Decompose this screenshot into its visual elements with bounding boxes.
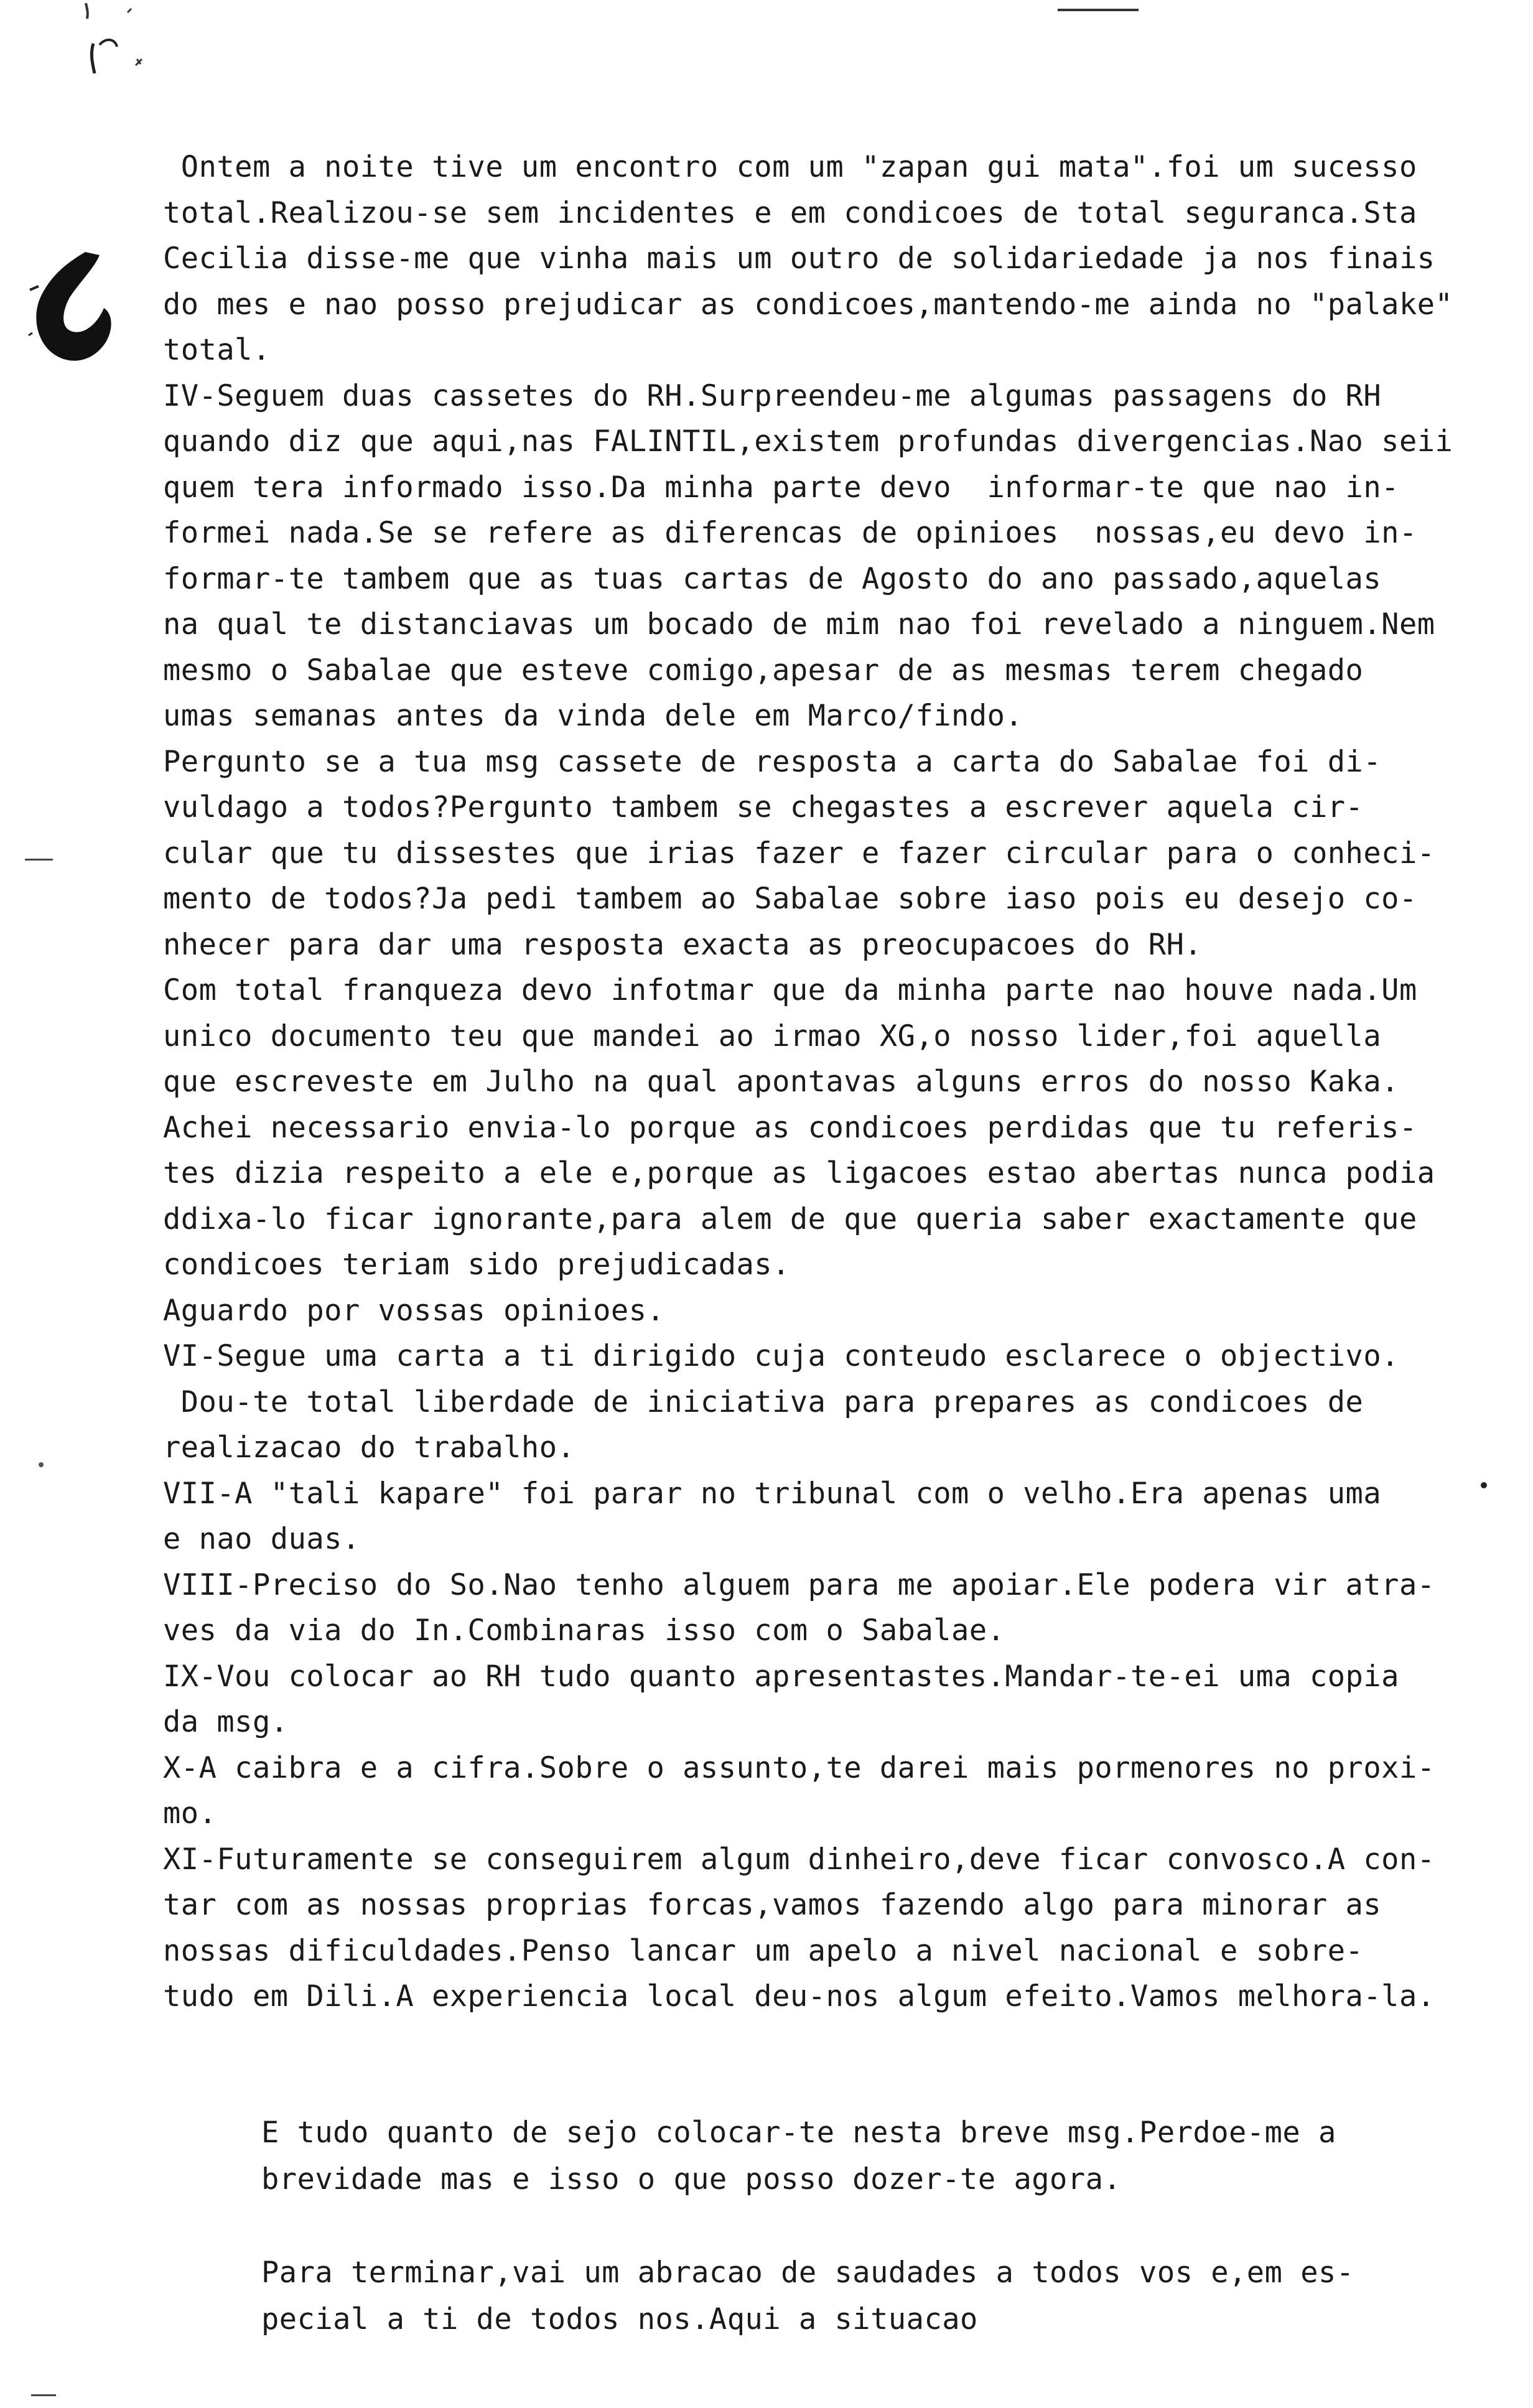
letter-line: ddixa-lo ficar ignorante,para alem de que queria saber exactamente que	[163, 1202, 1417, 1236]
closing-line: pecial a ti de todos nos.Aqui a situacao	[261, 2302, 978, 2336]
letter-line: VIII-Preciso do So.Nao tenho alguem para me apoiar.Ele podera vir atra-	[163, 1567, 1435, 1602]
letter-line: Com total franqueza devo infotmar que da minha parte nao houve nada.Um	[163, 973, 1417, 1007]
closing-line: E tudo quanto de sejo colocar-te nesta breve msg.Perdoe-me a	[261, 2116, 1336, 2150]
corner-scribble-mark	[44, 0, 156, 87]
letter-line: nhecer para dar uma resposta exacta as preocupacoes do RH.	[163, 927, 1203, 962]
margin-mark	[31, 2394, 56, 2396]
letter-line: Dou-te total liberdade de iniciativa para prepares as condicoes de	[163, 1384, 1364, 1419]
letter-line: quando diz que aqui,nas FALINTIL,existem profundas divergencias.Nao seii	[163, 424, 1453, 459]
letter-line: VII-A "tali kapare" foi parar no tribunal com o velho.Era apenas uma	[163, 1476, 1382, 1511]
letter-line: mesmo o Sabalae que esteve comigo,apesar de as mesmas terem chegado	[163, 653, 1364, 688]
letter-line: na qual te distanciavas um bocado de mim nao foi revelado a ninguem.Nem	[163, 607, 1435, 642]
letter-line: Cecilia disse-me que vinha mais um outro de solidariedade ja nos finais	[163, 241, 1435, 276]
letter-line: IX-Vou colocar ao RH tudo quanto apresentastes.Mandar-te-ei uma copia	[163, 1659, 1399, 1694]
letter-closing	[261, 2109, 1443, 2343]
letter-line: Aguardo por vossas opinioes.	[163, 1293, 665, 1328]
letter-line: que escreveste em Julho na qual apontavas alguns erros do nosso Kaka.	[163, 1065, 1399, 1099]
letter-line: VI-Segue uma carta a ti dirigido cuja conteudo esclarece o objectivo.	[163, 1339, 1399, 1373]
letter-line: nossas dificuldades.Penso lancar um apelo a nivel nacional e sobre-	[163, 1933, 1364, 1968]
letter-line: tes dizia respeito a ele e,porque as ligacoes estao abertas nunca podia	[163, 1156, 1435, 1190]
letter-line: X-A caibra e a cifra.Sobre o assunto,te darei mais pormenores no proxi-	[163, 1750, 1435, 1785]
letter-line: mo.	[163, 1796, 217, 1831]
letter-line: IV-Seguem duas cassetes do RH.Surpreendeu-me algumas passagens do RH	[163, 378, 1382, 413]
letter-line: tudo em Dili.A experiencia local deu-nos algum efeito.Vamos melhora-la.	[163, 1979, 1435, 2014]
letter-body	[163, 144, 1501, 2020]
letter-line: cular que tu dissestes que irias fazer e fazer circular para o conheci-	[163, 836, 1435, 870]
letter-line: Pergunto se a tua msg cassete de resposta a carta do Sabalae foi di-	[163, 744, 1382, 779]
closing-line: Para terminar,vai um abracao de saudades a todos vos e,em es-	[261, 2256, 1354, 2290]
letter-line: formar-te tambem que as tuas cartas de Agosto do ano passado,aquelas	[163, 561, 1382, 596]
letter-line: do mes e nao posso prejudicar as condicoes,mantendo-me ainda no "palake"	[163, 287, 1453, 322]
letter-line: quem tera informado isso.Da minha parte devo informar-te que nao in-	[163, 470, 1399, 505]
margin-dot-mark	[39, 1462, 44, 1467]
letter-line: condicoes teriam sido prejudicadas.	[163, 1248, 790, 1282]
letter-line: tar com as nossas proprias forcas,vamos fazendo algo para minorar as	[163, 1888, 1382, 1922]
letter-line: XI-Futuramente se conseguirem algum dinheiro,deve ficar convosco.A con-	[163, 1842, 1435, 1877]
closing-line: brevidade mas e isso o que posso dozer-te agora.	[261, 2162, 1122, 2196]
letter-line: ves da via do In.Combinaras isso com o Sabalae.	[163, 1613, 1005, 1648]
letter-line: unico documento teu que mandei ao irmao XG,o nosso lider,foi aquella	[163, 1019, 1382, 1053]
letter-line: Achei necessario envia-lo porque as condicoes perdidas que tu referis-	[163, 1110, 1417, 1145]
ink-blot-mark	[26, 249, 123, 370]
letter-line: umas semanas antes da vinda dele em Marco/findo.	[163, 699, 1023, 733]
paragraph-gap	[261, 2203, 1443, 2249]
letter-line: total.	[163, 333, 271, 367]
letter-line: e nao duas.	[163, 1522, 360, 1556]
letter-line: da msg.	[163, 1705, 289, 1739]
letter-line: mento de todos?Ja pedi tambem ao Sabalae sobre iaso pois eu desejo co-	[163, 882, 1417, 916]
letter-line: formei nada.Se se refere as diferencas de opinioes nossas,eu devo in-	[163, 516, 1417, 550]
letter-line: Ontem a noite tive um encontro com um "zapan gui mata".foi um sucesso	[163, 150, 1417, 184]
margin-mark	[25, 859, 53, 861]
letter-line: total.Realizou-se sem incidentes e em condicoes de total seguranca.Sta	[163, 195, 1417, 230]
letter-line: realizacao do trabalho.	[163, 1430, 575, 1465]
scan-line-mark	[1058, 9, 1139, 11]
letter-line: vuldago a todos?Pergunto tambem se chegastes a escrever aquela cir-	[163, 790, 1364, 824]
